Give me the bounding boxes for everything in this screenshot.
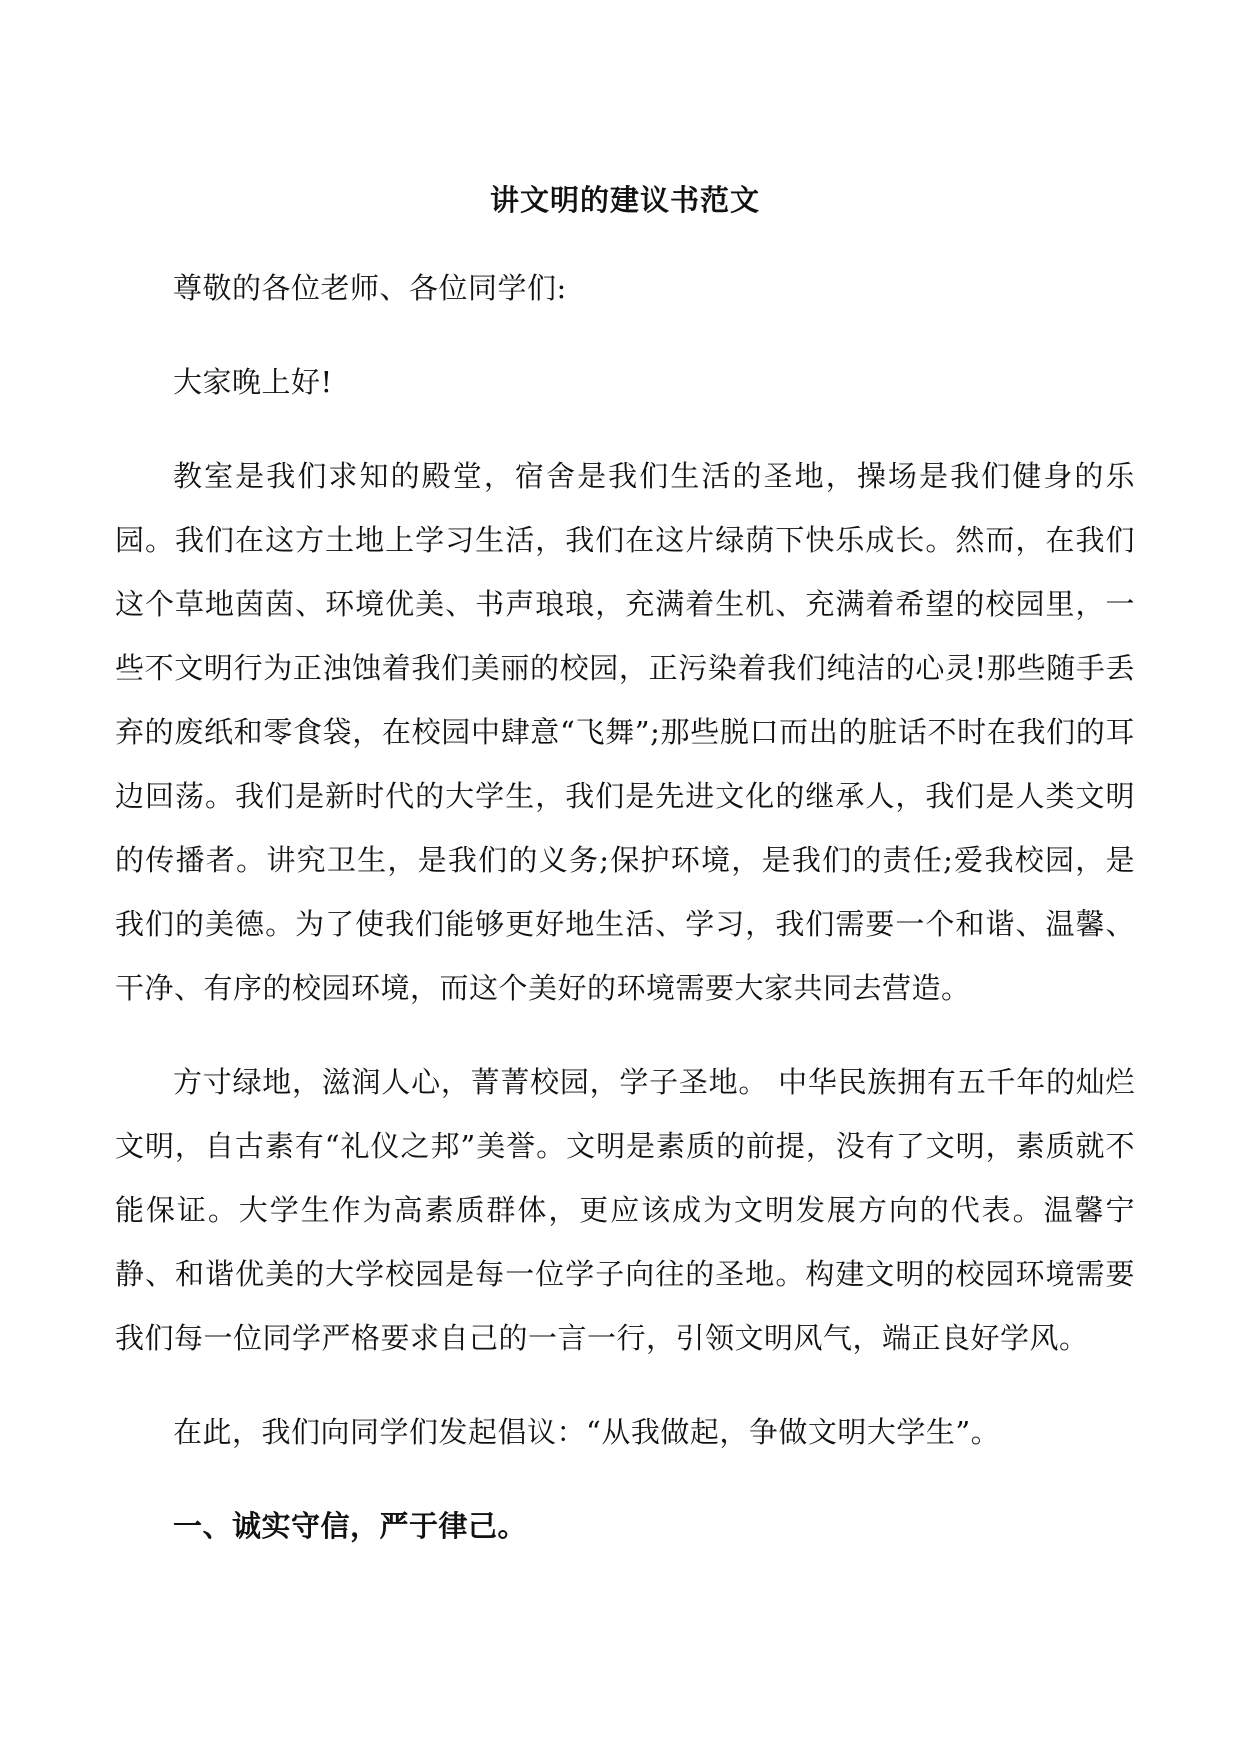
paragraph-campus-environment: 教室是我们求知的殿堂，宿舍是我们生活的圣地，操场是我们健身的乐园。我们在这方土地上学习生活，我们在这片绿荫下快乐成长。然而，在我们这个草地茵茵、环境优美、书声琅琅，充满着生机、充满着希望的校园里，一些不文明行为正浊蚀着我们美丽的校园，正污染着我们纯洁的心灵!那些随手丢弃的废纸和零食袋，在校园中肆意“飞舞”;那些脱口而出的脏话不时在我们的耳边回荡。我们是新时代的大学生，我们是先进文化的继承人，我们是人类文明的传播者。讲究卫生，是我们的义务;保护环境，是我们的责任;爱我校园，是我们的美德。为了使我们能够更好地生活、学习，我们需要一个和谐、温馨、干净、有序的校园环境，而这个美好的环境需要大家共同去营造。 (115, 459, 1135, 1005)
salutation: 尊敬的各位老师、各位同学们: (173, 271, 567, 305)
section-heading: 一、诚实守信，严于律己。 (173, 1509, 528, 1543)
document-body (115, 180, 1135, 1558)
paragraph-initiative: 在此，我们向同学们发起倡议：“从我做起，争做文明大学生”。 (173, 1415, 1001, 1449)
paragraph-civilization: 方寸绿地，滋润人心，菁菁校园，学子圣地。 中华民族拥有五千年的灿烂文明，自古素有“礼仪之邦”美誉。文明是素质的前提，没有了文明，素质就不能保证。大学生作为高素质群体，更应该成为文明发展方向的代表。温馨宁静、和谐优美的大学校园是每一位学子向往的圣地。构建文明的校园环境需要我们每一位同学严格要求自己的一言一行，引领文明风气，端正良好学风。 (115, 1065, 1135, 1355)
greeting: 大家晚上好! (173, 365, 333, 399)
document-title: 讲文明的建议书范文 (489, 183, 760, 217)
